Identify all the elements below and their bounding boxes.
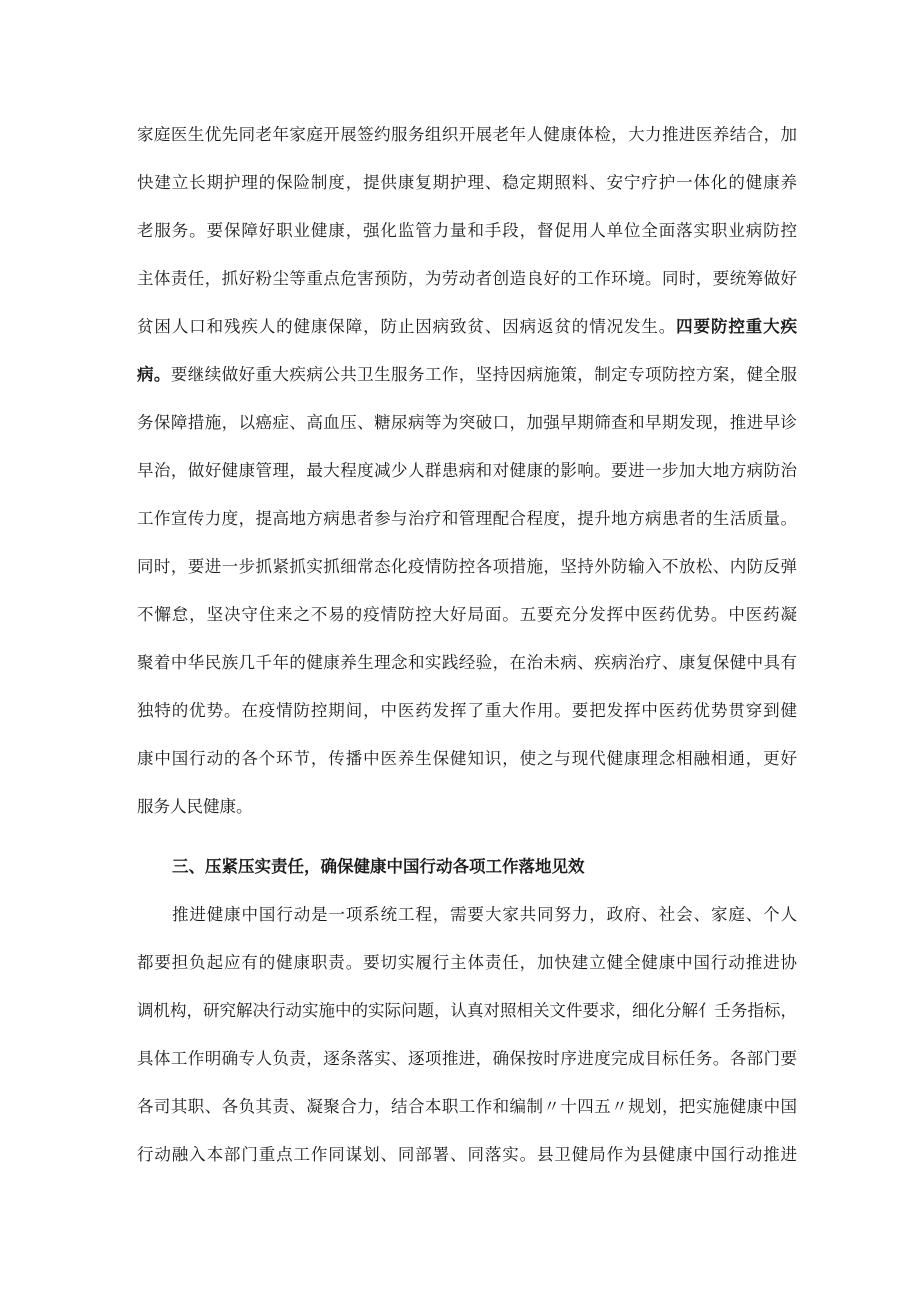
text-line: 务保障措施，以癌症、高血压、糖尿病等为突破口，加强早期筛查和早期发现，推进早诊 — [137, 413, 797, 432]
text-line: 推进健康中国行动是一项系统工程，需要大家共同努力，政府、社会、家庭、个人 — [172, 905, 797, 924]
text-segment: 要继续做好重大疾病公共卫生服务工作，坚持因病施策，制定专项防控方案，健全服 — [170, 365, 798, 384]
text-line: 都要担负起应有的健康职责。要切实履行主体责任，加快建立健全健康中国行动推进协 — [137, 953, 797, 972]
text-line: 聚着中华民族几千年的健康养生理念和实践经验，在治未病、疾病治疗、康复保健中具有 — [137, 653, 797, 672]
text-line: 行动融入本部门重点工作同谋划、同部署、同落实。县卫健局作为县健康中国行动推进 — [137, 1145, 797, 1164]
text-segment: 贫困人口和残疾人的健康保障，防止因病致贫、因病返贫的情况发生。 — [137, 317, 677, 336]
text-line: 不懈怠，坚决守住来之不易的疫情防控大好局面。五要充分发挥中医药优势。中医药凝 — [137, 605, 797, 624]
text-line: 服务人民健康。 — [137, 797, 253, 816]
text-line: 快建立长期护理的保险制度，提供康复期护理、稳定期照料、安宁疗护一体化的健康养 — [137, 173, 797, 192]
text-line: 各司其职、各负其责、凝聚合力，结合本职工作和编制〃十四五〃规划，把实施健康中国 — [137, 1097, 797, 1116]
text-line: 主体责任，抓好粉尘等重点危害预防，为劳动者创造良好的工作环境。同时，要统筹做好 — [137, 269, 797, 288]
text-line — [137, 365, 797, 385]
text-line: 康中国行动的各个环节，传播中医养生保健知识，使之与现代健康理念相融相通，更好 — [137, 749, 797, 768]
text-line: 具体工作明确专人负责，逐条落实、逐项推进，确保按时序进度完成目标任务。各部门要 — [137, 1049, 797, 1068]
text-line: 工作宣传力度，提高地方病患者参与治疗和管理配合程度，提升地方病患者的生活质量。 — [137, 509, 797, 528]
bold-subheading-end: 病。 — [137, 365, 171, 384]
text-line: 同时，要进一步抓紧抓实抓细常态化疫情防控各项措施，坚持外防输入不放松、内防反弹 — [137, 557, 797, 576]
text-line: 家庭医生优先同老年家庭开展签约服务组织开展老年人健康体检，大力推进医养结合，加 — [137, 125, 797, 144]
bold-subheading: 四要防控重大疾 — [676, 317, 798, 336]
text-line — [137, 317, 797, 337]
text-line: 老服务。要保障好职业健康，强化监管力量和手段，督促用人单位全面落实职业病防控 — [137, 221, 797, 240]
text-line: 早治，做好健康管理，最大程度减少人群患病和对健康的影响。要进一步加大地方病防治 — [137, 461, 797, 480]
text-line: 调机构，研究解决行动实施中的实际问题，认真对照相关文件要求，细化分解亻壬务指标， — [137, 1001, 797, 1020]
section-heading: 三、压紧压实责任，确保健康中国行动各项工作落地见效 — [172, 857, 585, 876]
text-line: 独特的优势。在疫情防控期间，中医药发挥了重大作用。要把发挥中医药优势贯穿到健 — [137, 701, 797, 720]
